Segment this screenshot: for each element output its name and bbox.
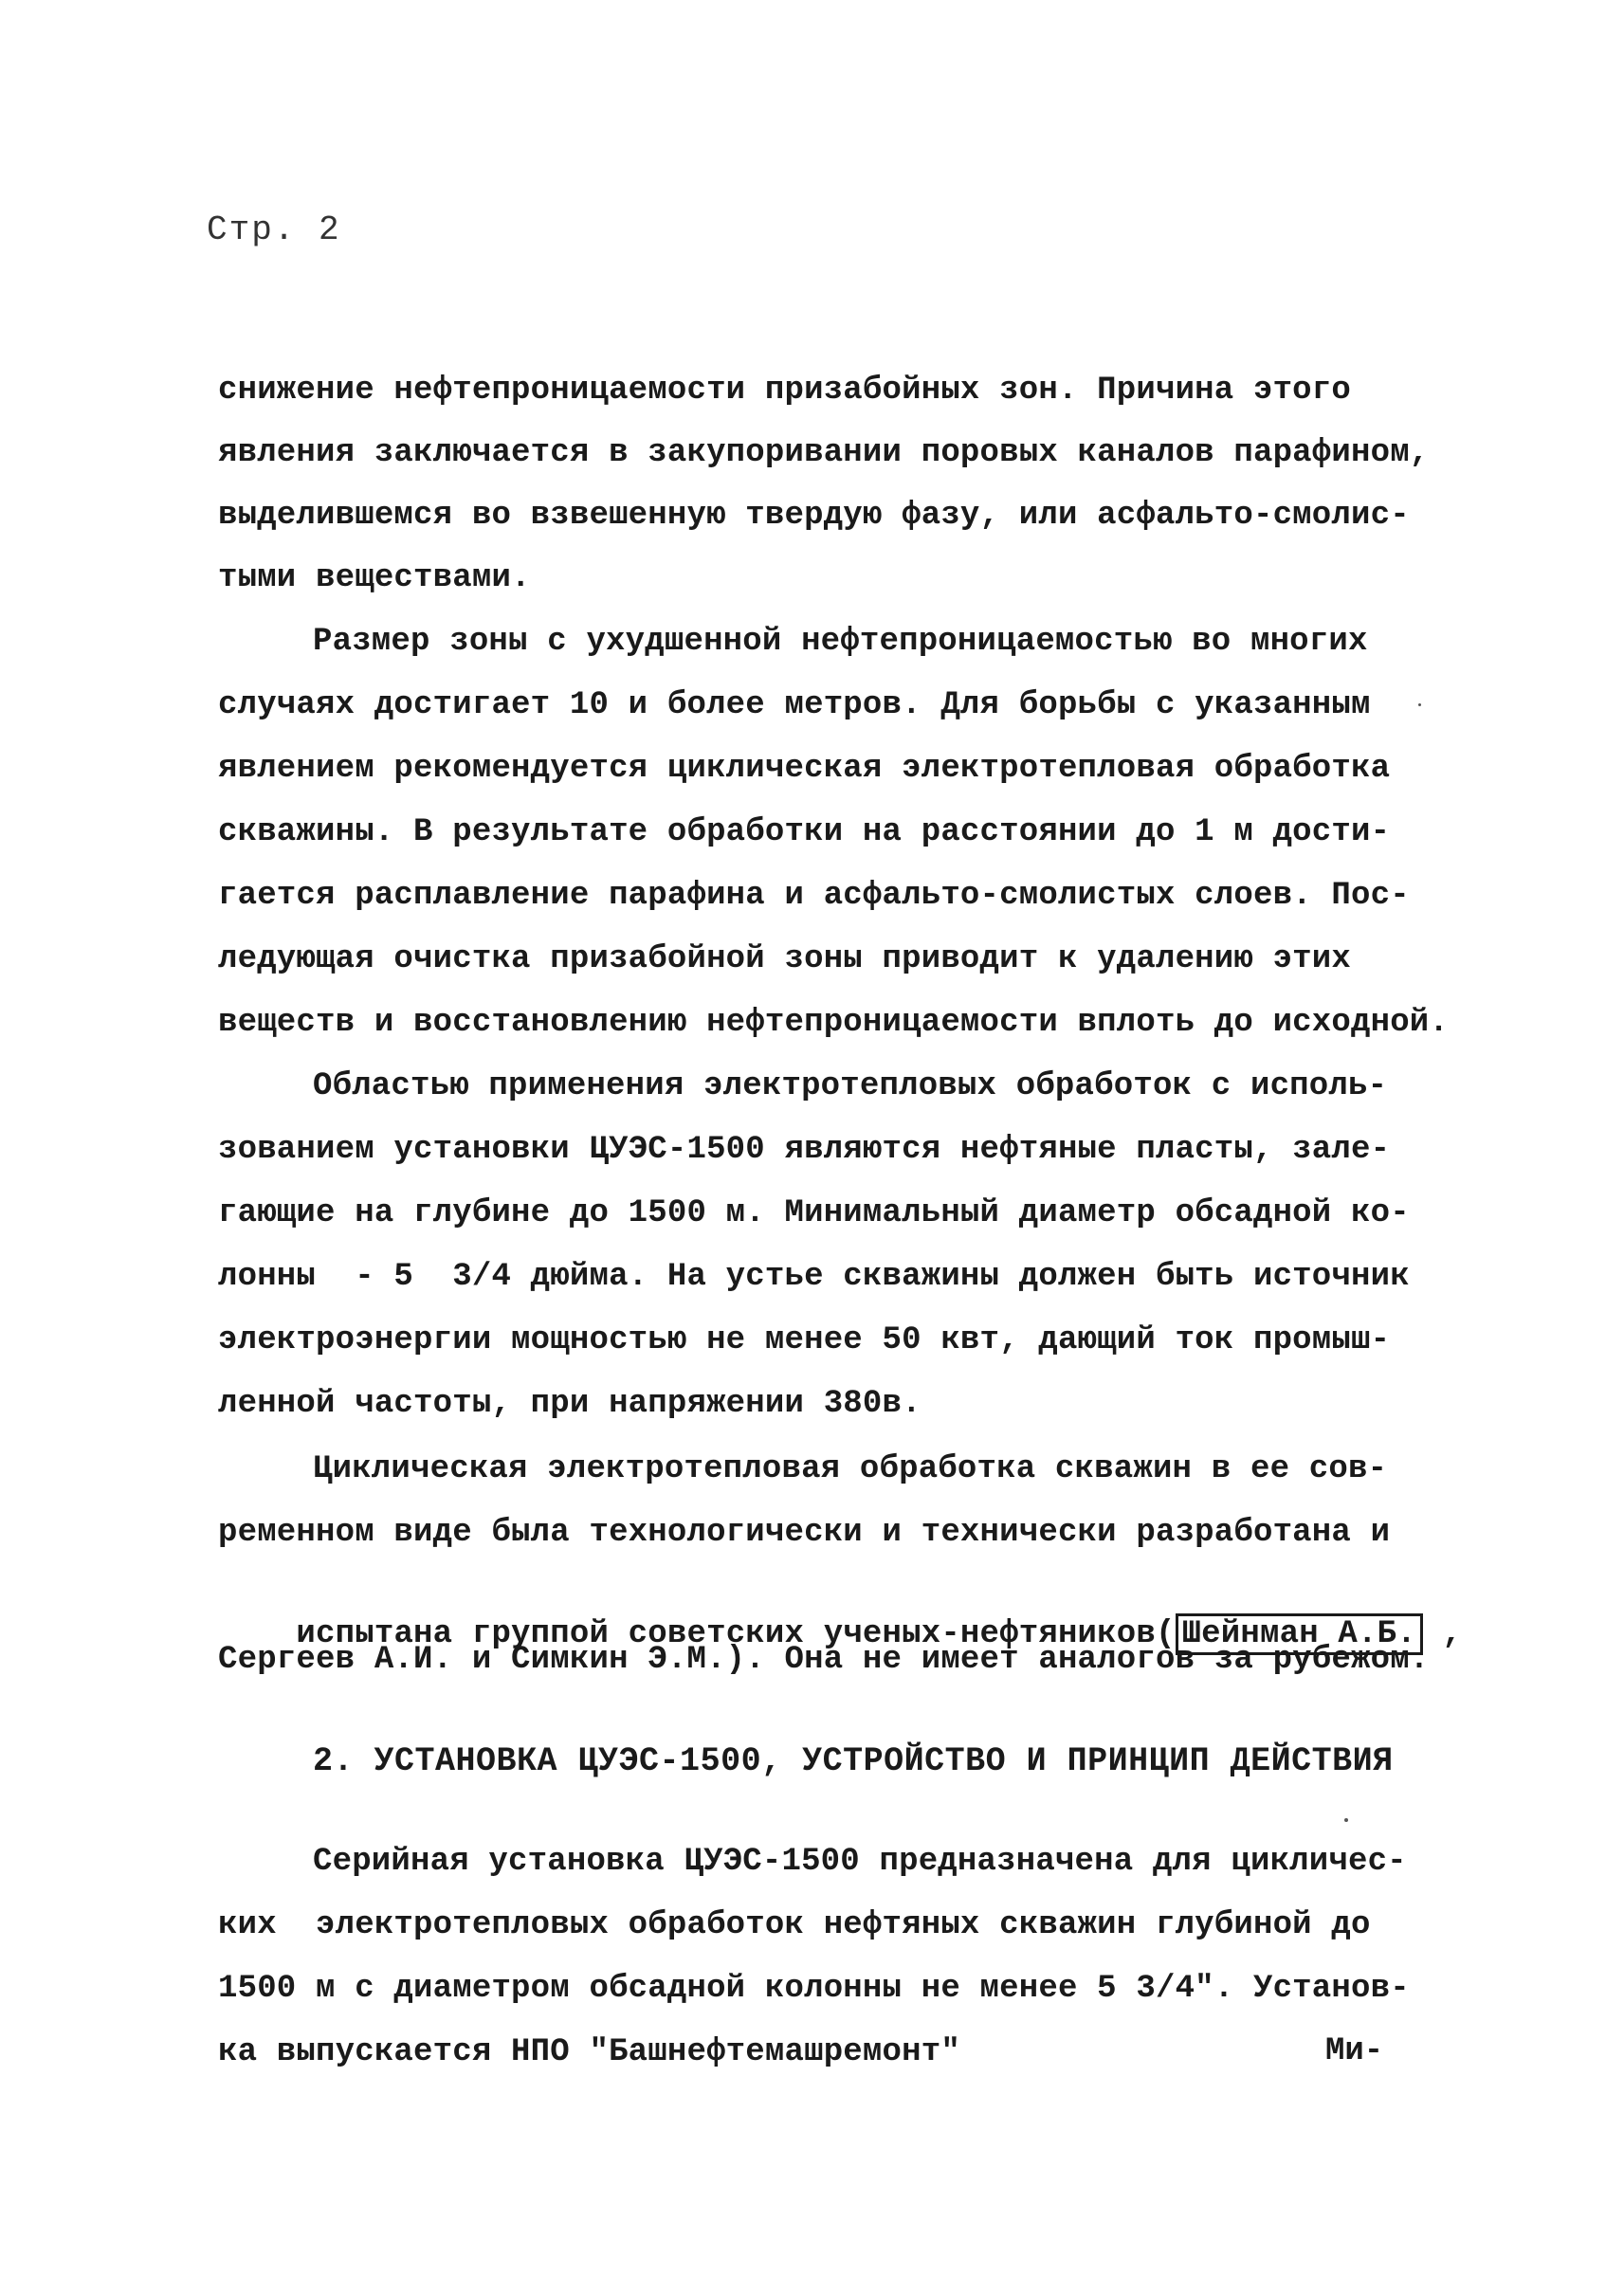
p2-line-7: веществ и восстановлению нефтепроницаемости вплоть до исходной. [218,1005,1450,1041]
s2-line-4-continuation: Ми- [1325,2033,1384,2069]
scan-speck [1344,1818,1348,1822]
p1-line-1: снижение нефтепроницаемости призабойных зон. Причина этого [218,373,1351,409]
p2-line-4: скважины. В результате обработки на расстоянии до 1 м дости- [218,814,1391,850]
p3-line-5: электроэнергии мощностью не менее 50 квт, дающий ток промыш- [218,1322,1391,1358]
section-heading: 2. УСТАНОВКА ЦУЭС-1500, УСТРОЙСТВО И ПРИНЦИП ДЕЙСТВИЯ [313,1742,1394,1780]
p4-line-3-text: испытана группой советских ученых-нефтяников( [296,1616,1176,1652]
p3-line-4: лонны - 5 3/4 дюйма. На устье скважины должен быть источник [218,1259,1410,1295]
s2-line-1: Серийная установка ЦУЭС-1500 предназначена для цикличес- [313,1844,1407,1880]
p1-line-4: тыми веществами. [218,560,531,596]
boxed-author-name: Шейнман А.Б. [1176,1613,1423,1655]
p2-line-5: гается расплавление парафина и асфальто-смолистых слоев. Пос- [218,878,1410,914]
p2-line-6: ледующая очистка призабойной зоны приводит к удалению этих [218,941,1351,977]
p2-line-3: явлением рекомендуется циклическая электротепловая обработка [218,751,1391,787]
p1-line-2: явления заключается в закупоривании поровых каналов парафином, [218,435,1430,471]
p3-line-6: ленной частоты, при напряжении 380в. [218,1386,921,1422]
scan-speck [1418,703,1421,706]
p3-line-1: Областью применения электротепловых обработок с исполь- [313,1068,1388,1104]
p4-line-2: ременном виде была технологически и технически разработана и [218,1515,1391,1551]
p4-line-1: Циклическая электротепловая обработка скважин в ее сов- [313,1451,1388,1487]
page-number: Стр. 2 [207,210,341,249]
p3-line-3: гающие на глубине до 1500 м. Минимальный диаметр обсадной ко- [218,1195,1410,1231]
s2-line-3: 1500 м с диаметром обсадной колонны не менее 5 3/4". Установ- [218,1971,1410,2007]
p1-line-3: выделившемся во взвешенную твердую фазу, или асфальто-смолис- [218,498,1410,534]
p3-line-2: зованием установки ЦУЭС-1500 являются нефтяные пласты, зале- [218,1132,1391,1168]
p4-line-4: Сергеев А.И. и Симкин Э.М.). Она не имеет аналогов за рубежом. [218,1642,1430,1678]
p2-line-1: Размер зоны с ухудшенной нефтепроницаемостью во многих [313,624,1368,660]
s2-line-2: ких электротепловых обработок нефтяных скважин глубиной до [218,1907,1371,1943]
p4-line-3-tail: , [1422,1616,1463,1652]
p2-line-2: случаях достигает 10 и более метров. Для борьбы с указанным [218,687,1371,723]
s2-line-4: ка выпускается НПО "Башнефтемашремонт" [218,2034,960,2070]
